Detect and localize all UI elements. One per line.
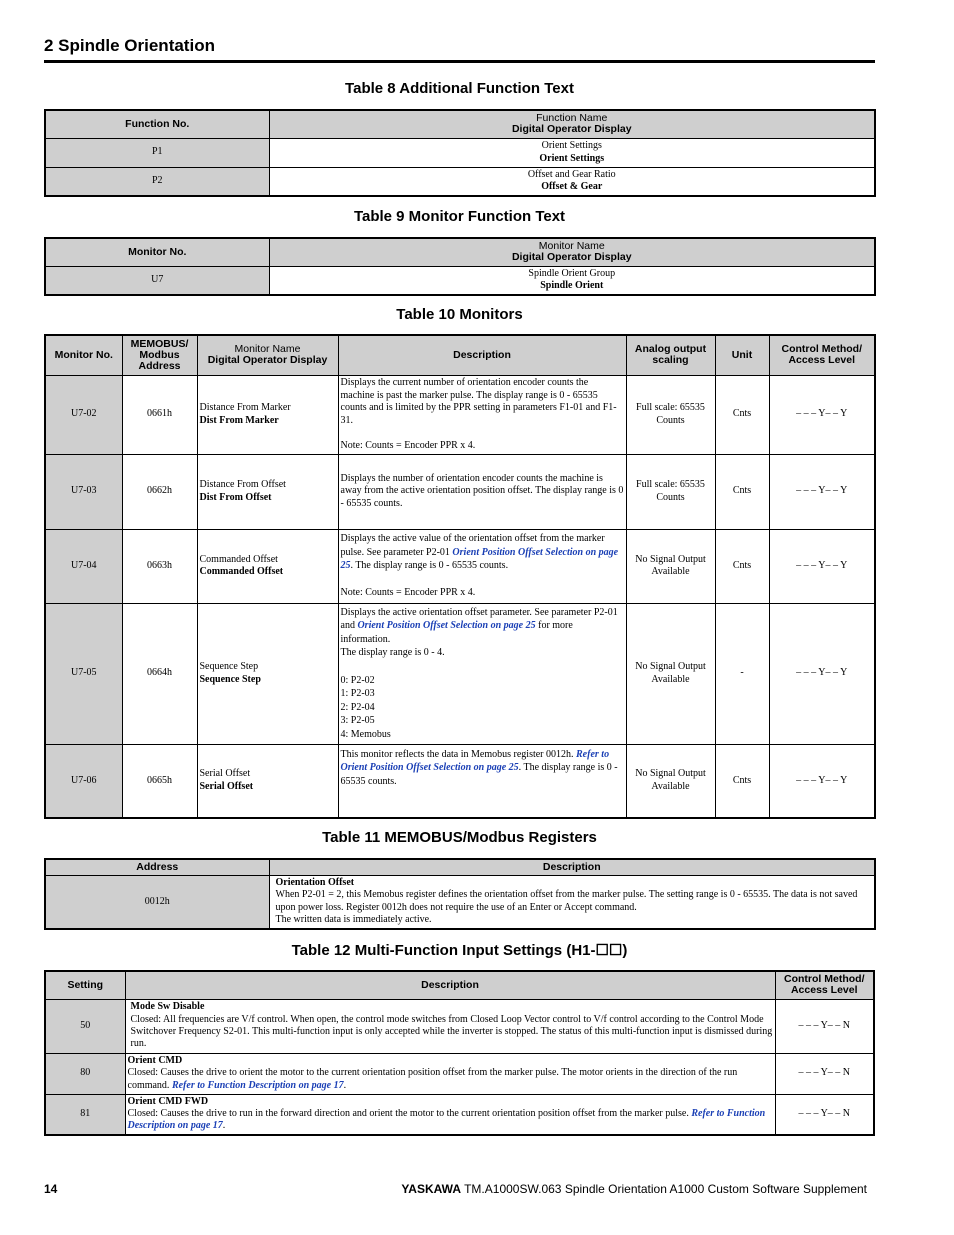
table12-caption: Table 12 Multi-Function Input Settings (H1-☐☐) [291,942,628,959]
page-number: 14 [44,1182,58,1196]
table-row: P1 Orient Settings Orient Settings [45,138,875,167]
link-orient-position-offset[interactable]: Orient Position Offset Selection on page 25 [340,546,619,572]
table-row: 81 Orient CMD FWD Closed: Causes the drive to run in the forward direction and orient the motor to the current orientation position offset from the marker pulse. Refer to Function Description on page 17. – – – Y– – N [45,1094,874,1135]
table9-caption: Table 9 Monitor Function Text [353,208,566,225]
table-row: P2 Offset and Gear Ratio Offset & Gear [45,167,875,196]
table-row: 0012h Orientation Offset When P2-01 = 2, this Memobus register defines the orientation offset from the marker pulse. The setting range is 0 - 65535. The data is not saved upon power loss. Register 0012h does not require the use of an Enter or Accept command. The written data is immediately active. [45,875,875,929]
link-orient-position-offset[interactable]: Orient Position Offset Selection on page 25 [357,620,536,632]
table10-caption: Table 10 Monitors [396,306,523,323]
table12: Setting Description Control Method/ Access Level 50 Mode Sw Disable Closed: All frequencies are V/f control. When open, the control mode switches from Closed Loop Vector control to V/f control according to the Control Mode Switchover Frequency S2-01. This multi-function input is only accepted while the inverter is stopped. The status of this multi-function input is dismissed during run. – – – Y– – N 80 Orient CMD Closed: Causes the drive to orient the motor to the current orientation position offset from the marker pulse. The motor orients in the direction of the run command. Refer to Function Description on page 17. – – – Y– – N 81 Orient CMD FWD Closed: Causes the drive to run in the forward direction and orient the motor to the current orientation position offset from the marker pulse. Refer to Function Description on page 17. – – – Y– – N [44,970,875,1136]
link-function-description[interactable]: Refer to Function Description on page 17 [127,1108,766,1132]
table-row: U7-02 0661h Distance From Marker Dist From Marker Displays the current number of orientation encoder counts the machine is past the marker pulse. The display range is 0 - 65535 counts and is limited by the PPR setting in parameters F1-01 and F1-31. Note: Counts = Encoder PPR x 4. Full scale: 65535 Counts Cnts – – – Y– – Y [45,375,875,454]
table-row: U7-05 0664h Sequence Step Sequence Step Displays the active orientation offset parameter. See parameter P2-01 and Orient Position Offset Selection on page 25 for more information. The display range is 0 - 4. 0: P2-02 1: P2-03 2: P2-04 3: P2-05 4: Memobus No Signal Output Available - – – – Y– – Y [45,603,875,744]
link-orient-position-offset[interactable]: Refer to Orient Position Offset Selection on page 25 [340,748,610,773]
table8-header-no: Function No. [45,110,269,138]
link-function-description[interactable]: Refer to Function Description on page 17 [171,1079,344,1091]
section-header: 2 Spindle Orientation [44,36,875,63]
table8-caption: Table 8 Additional Function Text [345,80,574,97]
table8 [44,109,876,197]
table11: Address Description 0012h Orientation Offset When P2-01 = 2, this Memobus register defines the orientation offset from the marker pulse. The setting range is 0 - 65535. The data is not saved upon power loss. Register 0012h does not require the use of an Enter or Accept command. The written data is immediately active. [44,858,876,930]
table8-header-name: Function Name Digital Operator Display [269,110,875,138]
footer-doc-title: YASKAWA TM.A1000SW.063 Spindle Orientation A1000 Custom Software Supplement [401,1182,867,1196]
table-row: U7-03 0662h Distance From Offset Dist From Offset Displays the number of orientation encoder counts the machine is away from the active orientation position offset. The display range is 0 - 65535 counts. Full scale: 65535 Counts Cnts – – – Y– – Y [45,454,875,529]
table10: Monitor No. MEMOBUS/ Modbus Address Monitor Name Digital Operator Display Description Analog output scaling Unit Control Method/ Access Level U7-02 0661h Distance From Marker Dist From Marker Displays the current number of orientation encoder counts the machine is past the marker pulse. The display range is 0 - 65535 counts and is limited by the PPR setting in parameters F1-01 and F1-31. Note: Counts = Encoder PPR x 4. Full scale: 65535 Counts Cnts – – – Y– – Y U7-03 0662h Distance From Offset Dist From Offset Displays the number of orientation encoder counts the machine is away from the active orientation position offset. The display range is 0 - 65535 counts. Full scale: 65535 Counts Cnts – – – Y– – Y U7-04 0663h Commanded Offset Commanded Offset Displays the active value of the orientation offset from the marker pulse. See parameter P2-01 Orient Position Offset Selection on page 25. The display range is 0 - 65535 counts. Note: Counts = Encoder PPR x 4. No Signal Output Available Cnts – – – Y– – Y U7-05 0664h Sequence Step Sequence Step Displays the active orientation offset parameter. See parameter P2-01 and Orient Position Offset Selection on page 25 for more information. The display range is 0 - 4. 0: P2-02 1: P2-03 2: P2-04 3: P2-05 4: Memobus No Signal Output Available - – – – Y– – Y U7-06 0665h Serial Offset Serial Offset This monitor reflects the data in Memobus register 0012h. Refer to Orient Position Offset Selection on page 25. The display range is 0 - 65535 counts. No Signal Output Available Cnts – – – Y– – Y [44,334,876,819]
table-row: 80 Orient CMD Closed: Causes the drive to orient the motor to the current orientation position offset from the marker pulse. The motor orients in the direction of the run command. Refer to Function Description on page 17. – – – Y– – N [45,1053,874,1094]
table9 [44,237,876,296]
table11-caption: Table 11 MEMOBUS/Modbus Registers [322,829,597,846]
table9-header-no: Monitor No. [45,238,269,266]
table-row: 50 Mode Sw Disable Closed: All frequencies are V/f control. When open, the control mode switches from Closed Loop Vector control to V/f control according to the Control Mode Switchover Frequency S2-01. This multi-function input is only accepted while the inverter is stopped. The status of this multi-function input is dismissed during run. – – – Y– – N [45,999,874,1053]
table-row: U7-06 0665h Serial Offset Serial Offset This monitor reflects the data in Memobus register 0012h. Refer to Orient Position Offset Selection on page 25. The display range is 0 - 65535 counts. No Signal Output Available Cnts – – – Y– – Y [45,744,875,818]
table9-header-name: Monitor Name Digital Operator Display [269,238,875,266]
table-row: U7-04 0663h Commanded Offset Commanded Offset Displays the active value of the orientation offset from the marker pulse. See parameter P2-01 Orient Position Offset Selection on page 25. The display range is 0 - 65535 counts. Note: Counts = Encoder PPR x 4. No Signal Output Available Cnts – – – Y– – Y [45,529,875,603]
footer-brand: YASKAWA [401,1182,461,1196]
table-row: U7 Spindle Orient Group Spindle Orient [45,266,875,295]
